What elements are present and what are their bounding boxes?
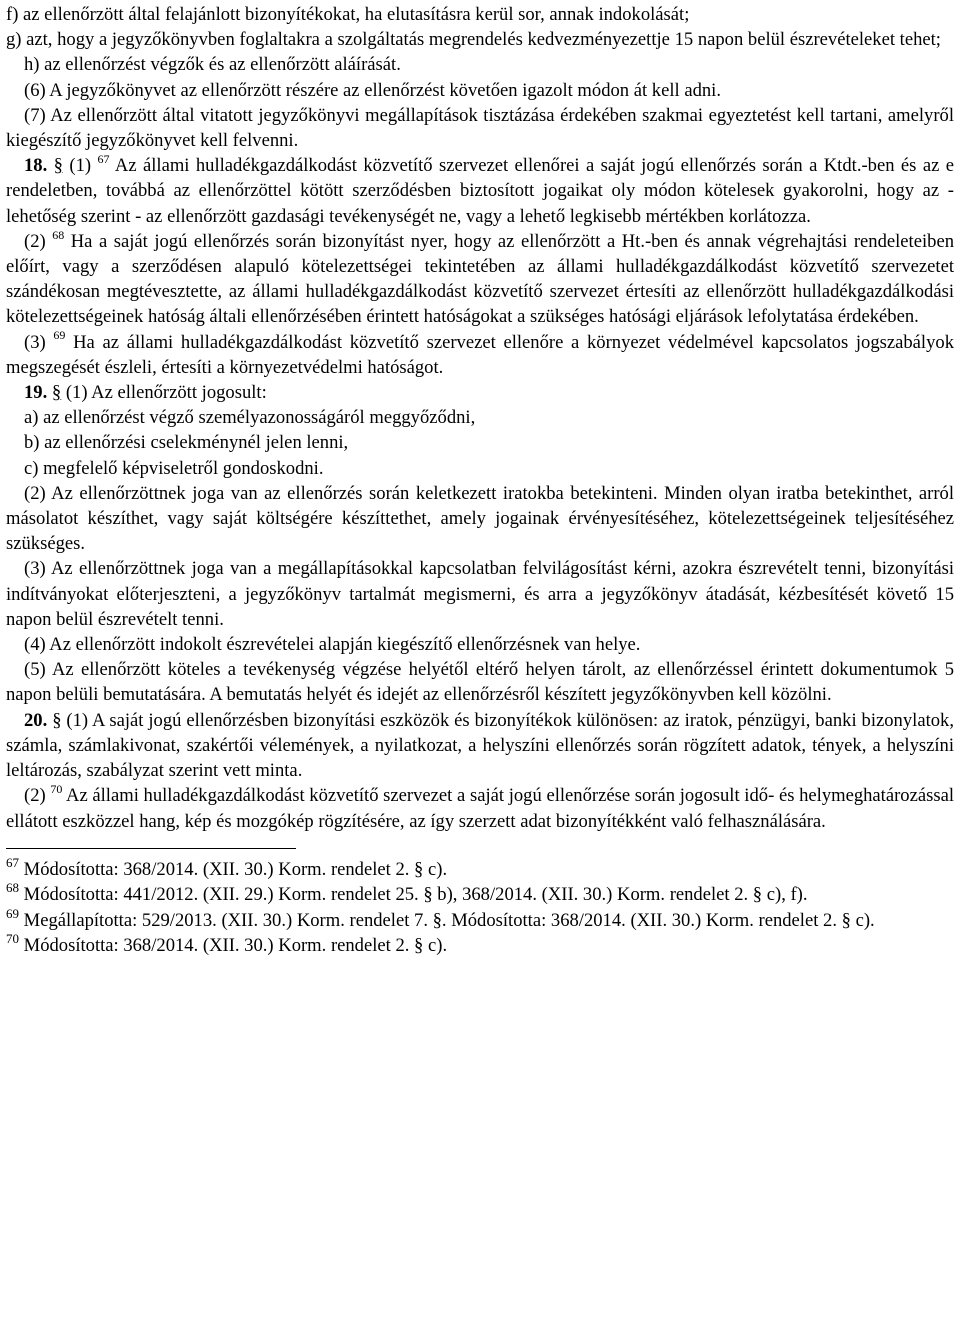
- subsection-number: (1): [65, 382, 88, 404]
- paragraph: (2) $^{68}$ Ha a saját jogú ellenőrzés során bizonyítást nyer, hogy az ellenőrzött a Ht.-ben és annak végrehajtási rendeleteiben előírt, vagy a szerződésen alapuló kötelezettségei tekintetében az állami hulladékgazdálkodást közvetítő szervezetet szándékosan megtévesztette, az állami hulladékgazdálkodást közvetítő szervezet értesíti az ellenőrzött hulladékgazdálkodási kötelezettségeinek hatóság általi ellenőrzésében érintett hatóságokat a szükséges hatósági eljárások lefolytatása érdekében.: [6, 227, 954, 328]
- paragraph: (3) $^{69}$ Ha az állami hulladékgazdálkodást közvetítő szervezet ellenőre a környezet védelmével kapcsolatos jogszabályok megszegését észleli, értesíti a környezetvédelmi hatóságot.: [6, 328, 954, 378]
- section-18-paragraph: 18. § (1) $^{67}$ Az állami hulladékgazdálkodást közvetítő szervezet ellenőrei a saját jogú ellenőrzés során a Ktdt.-ben és az e rendeletben, továbbá az ellenőrzöttel kötött szerződésben biztosított jogaikat oly módon kötelesek gyakorolni, hogy az - lehetőség szerint - az ellenőrzött gazdasági tevékenységét ne, vagy a lehető legkisebb mértékben korlátozza.: [6, 152, 954, 227]
- footnote-ref[interactable]: 67: [97, 152, 110, 167]
- paragraph: (6) A jegyzőkönyvet az ellenőrzött részére az ellenőrzést követően igazolt módon át kell adni.: [24, 79, 721, 101]
- paragraph: (2) $^{70}$ Az állami hulladékgazdálkodást közvetítő szervezet a saját jogú ellenőrzése során jogosult idő- és helymeghatározással ellátott eszközzel hang, kép és mozgókép rögzítésére, az így szerzett adat bizonyítékként való felhasználására.: [6, 782, 954, 832]
- section-sign: §: [51, 382, 62, 404]
- paragraph: c) megfelelő képviseletről gondoskodni.: [24, 457, 324, 479]
- footnote: $^{67}$ Módosította: 368/2014. (XII. 30.) Korm. rendelet 2. § c).: [6, 854, 448, 880]
- paragraph: b) az ellenőrzési cselekménynél jelen lenni,: [24, 432, 349, 454]
- paragraph: (5) Az ellenőrzött köteles a tevékenység végzése helyétől eltérő helyen tárolt, az ellenőrzéssel érintett dokumentumok 5 napon belüli bemutatására. A bemutatás helyét és idejét az ellenőrzésről készített jegyzőkönyvben kell közölni.: [6, 659, 954, 706]
- footnote-number: 69: [6, 905, 19, 921]
- footnote-ref[interactable]: 68: [52, 227, 65, 242]
- footnote-ref[interactable]: 70: [50, 782, 63, 797]
- footnote: $^{69}$ Megállapította: 529/2013. (XII. 30.) Korm. rendelet 7. §. Módosította: 368/2014. (XII. 30.) Korm. rendelet 2. § c).: [6, 905, 875, 931]
- section-number: 18.: [24, 155, 48, 177]
- paragraph: a) az ellenőrzést végző személyazonosságáról meggyőződni,: [24, 407, 476, 429]
- paragraph: (7) Az ellenőrzött által vitatott jegyzőkönyvi megállapítások tisztázása érdekében szakmai egyeztetést kell tartani, amelyről kiegészítő jegyzőkönyvet kell felvenni.: [6, 104, 954, 152]
- footnote: $^{68}$ Módosította: 441/2012. (XII. 29.) Korm. rendelet 25. § b), 368/2014. (XII. 30.) Korm. rendelet 2. § c), f).: [6, 880, 808, 906]
- paragraph: f) az ellenőrzött által felajánlott bizonyítékokat, ha elutasításra kerül sor, annak indokolását;: [6, 4, 690, 25]
- paragraph: g) azt, hogy a jegyzőkönyvben foglaltakra a szolgáltatás megrendelés kedvezményezettje 15 napon belül észrevételeket tehet;: [6, 29, 941, 51]
- section-sign: §: [52, 709, 62, 731]
- subsection-number: (2): [24, 230, 46, 252]
- footnotes: [6, 854, 954, 959]
- footnote-number: 67: [6, 854, 19, 870]
- section-number: 19.: [24, 382, 48, 404]
- paragraph: h) az ellenőrzést végzők és az ellenőrzött aláírását.: [24, 54, 401, 76]
- footnote-divider: [6, 848, 296, 849]
- footnote-number: 68: [6, 880, 19, 896]
- footnote: $^{70}$ Módosította: 368/2014. (XII. 30.) Korm. rendelet 2. § c).: [6, 931, 448, 957]
- subsection-number: (3): [24, 331, 46, 353]
- section-number: 20.: [24, 709, 48, 731]
- paragraph: (2) Az ellenőrzöttnek joga van az ellenőrzés során keletkezett iratokba betekinteni. Minden olyan iratba betekinthet, arról másolatot készíthet, vagy saját költségére készíttethet, amely jogainak érvényesítéséhez, kötelezettségeinek teljesítéséhez szükséges.: [6, 482, 954, 555]
- subsection-number: (2): [24, 785, 46, 807]
- section-20-paragraph: 20. § (1) A saját jogú ellenőrzésben bizonyítási eszközök és bizonyítékok különösen: az iratok, pénzügyi, banki bizonylatok, számla, számlakivonat, szakértői vélemények, a nyilatkozat, a helyszíni ellenőrzés során rögzített adatok, tények, a helyszíni leltározás, szabályzat szerint vett minta.: [6, 709, 954, 782]
- paragraph: (4) Az ellenőrzött indokolt észrevételei alapján kiegészítő ellenőrzésnek van helye.: [24, 634, 641, 656]
- paragraph: (3) Az ellenőrzöttnek joga van a megállapításokkal kapcsolatban felvilágosítást kérni, azokra észrevételt tenni, bizonyítási indítványokat előterjeszteni, a jegyzőkönyv tartalmát megismerni, és arra a jegyzőkönyv átadását, kézbesítését követő 15 napon belül észrevételt tenni.: [6, 558, 954, 630]
- body-text: [6, 2, 954, 834]
- footnote-ref[interactable]: 69: [53, 328, 66, 343]
- subsection-number: (1): [69, 155, 92, 177]
- subsection-number: (1): [66, 709, 89, 731]
- section-19-paragraph: 19. § (1) Az ellenőrzött jogosult:: [24, 382, 267, 404]
- section-sign: §: [53, 155, 63, 177]
- footnote-number: 70: [6, 931, 19, 947]
